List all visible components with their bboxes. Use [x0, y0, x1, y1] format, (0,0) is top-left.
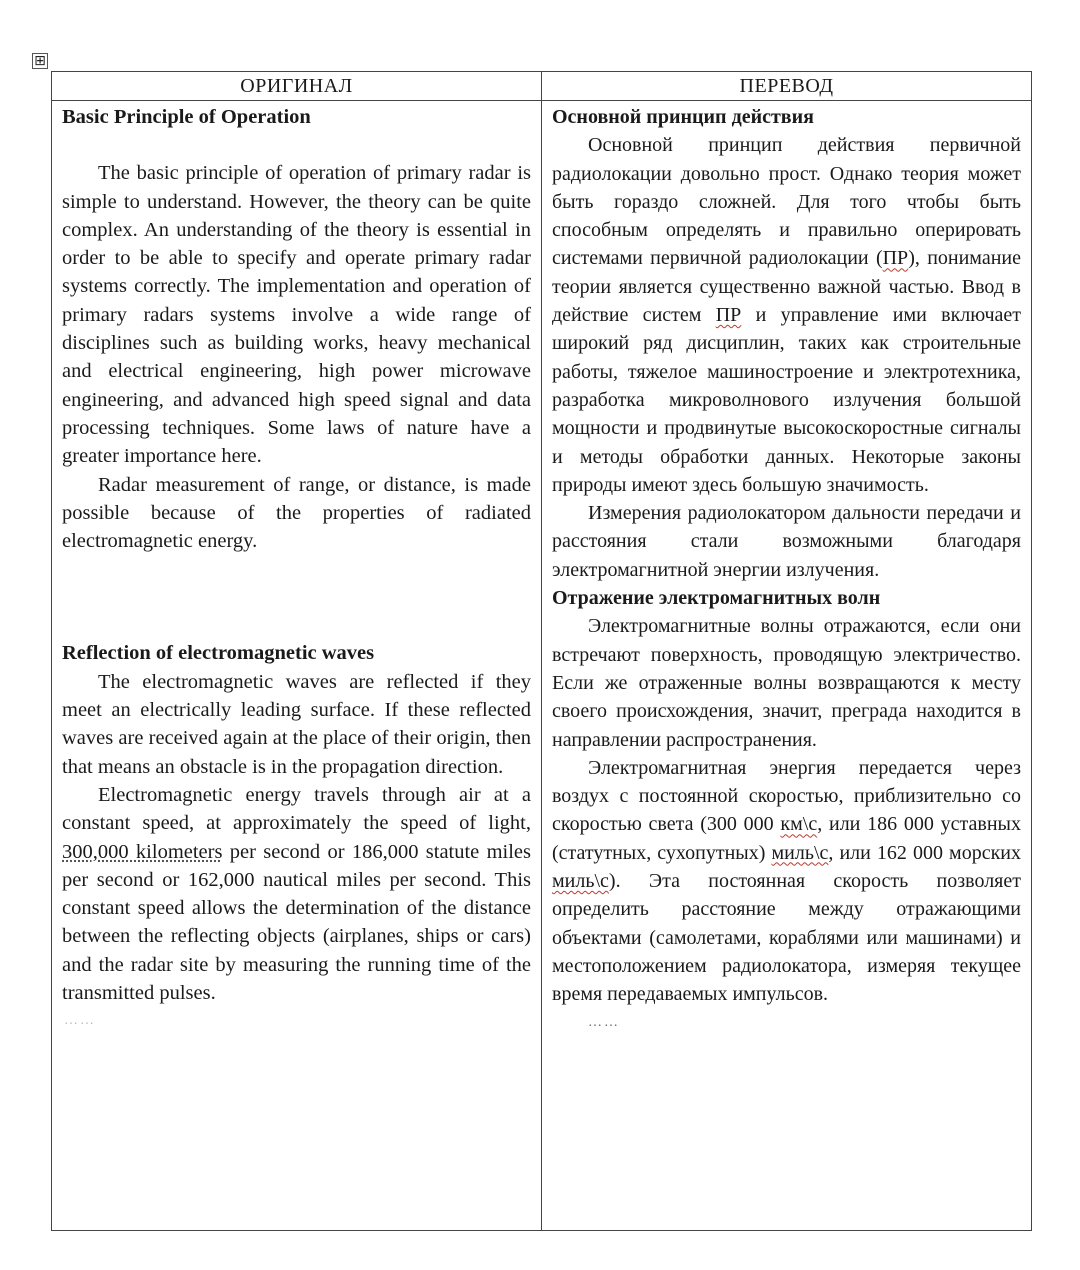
- translation-paragraph-2: Измерения радиолокатором дальности передачи и расстояния стали возможными благодаря электромагнитной энергии излучения.: [552, 502, 1021, 581]
- original-heading-reflection: Reflection of electromagnetic waves: [62, 642, 375, 665]
- original-paragraph-4: Electromagnetic energy travels through air at a constant speed, at approximately the speed of light, 300,000 kilometers per second or 186,000 statute miles per second or 162,000 nautical miles per second. This constant speed allows the determination of the distance between the reflecting objects (airplanes, ships or cars) and the radar site by measuring the running time of the transmitted pulses.: [62, 783, 531, 1005]
- translation-heading-reflection: Отражение электромагнитных волн: [552, 587, 881, 610]
- header-original: ОРИГИНАЛ: [52, 72, 542, 101]
- original-paragraph-2: Radar measurement of range, or distance, is made possible because of the properties of radiated electromagnetic energy.: [62, 473, 531, 553]
- translation-column[interactable]: [542, 101, 1032, 1231]
- spellcheck-marked-word[interactable]: км\с: [780, 813, 818, 836]
- translation-table: [51, 71, 1032, 1231]
- translation-heading-basic-principle: Основной принцип действия: [552, 106, 814, 128]
- grammar-marked-phrase[interactable]: 300,000 kilometers: [62, 840, 223, 863]
- table-header-row: [52, 72, 1032, 101]
- spellcheck-marked-word[interactable]: миль\с: [552, 870, 609, 893]
- original-ellipsis: ……: [64, 1013, 96, 1029]
- spellcheck-marked-word[interactable]: миль\с: [771, 841, 829, 864]
- original-column[interactable]: [52, 101, 542, 1231]
- original-paragraph-1: The basic principle of operation of primary radar is simple to understand. However, the theory can be quite complex. An understanding of the theory is essential in order to be able to specify and operate primary radar systems correctly. The implementation and operation of primary radars systems involve a wide range of disciplines such as building works, heavy mechanical and electrical engineering, high power microwave engineering, and advanced high speed signal and data processing techniques. Some laws of nature have a greater importance here.: [62, 162, 531, 468]
- spellcheck-marked-word[interactable]: ПР: [715, 304, 742, 327]
- original-heading-basic-principle: Basic Principle of Operation: [62, 106, 311, 128]
- original-paragraph-3: The electromagnetic waves are reflected if they meet an electrically leading surface. If these reflected waves are received again at the place of their origin, then that means an obstacle is in the propagation direction.: [62, 670, 531, 778]
- translation-ellipsis: ……: [588, 1014, 620, 1030]
- translation-paragraph-3: Электромагнитные волны отражаются, если они встречают поверхность, проводящую электричество. Если же отраженные волны возвращаются к месту своего происхождения, значит, преграда находится в направлении распространения.: [552, 615, 1021, 751]
- table-body-row: [52, 101, 1032, 1231]
- table-move-handle-icon[interactable]: ⊞: [32, 53, 48, 69]
- header-translation: ПЕРЕВОД: [542, 72, 1032, 101]
- spellcheck-marked-word[interactable]: ПР: [882, 247, 909, 270]
- translation-paragraph-4: Электромагнитная энергия передается через воздух с постоянной скоростью, приблизительно со скоростью света (300 000 км\с, или 186 000 уставных (статутных, сухопутных) миль\с, или 162 000 морских миль\с). Эта постоянная скорость позволяет определить расстояние между отражающими объектами (самолетами, кораблями или машинами) и местоположением радиолокатора, измеряя текущее время передаваемых импульсов.: [552, 756, 1022, 1006]
- translation-paragraph-1: Основной принцип действия первичной радиолокации довольно прост. Однако теория может быть гораздо сложней. Для того чтобы быть способным определять и правильно оперировать системами первичной радиолокации (ПР), понимание теории является существенно важной частью. Ввод в действие систем ПР и управление ими включает широкий ряд дисциплин, таких как строительные работы, тяжелое машиностроение и электротехника, разработка микроволнового излучения большой мощности и продвинутые высокоскоростные сигналы и методы обработки данных. Некоторые законы природы имеют здесь большую значимость.: [552, 134, 1021, 496]
